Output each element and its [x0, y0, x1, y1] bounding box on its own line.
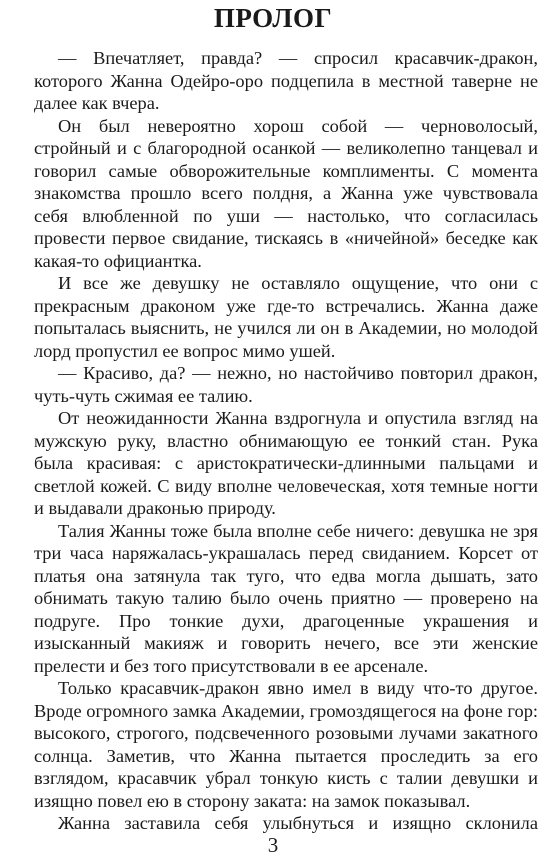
paragraph-last-line: Жанна заставила себя улыбнуться и изящно склонила [58, 813, 538, 833]
paragraph: Он был невероятно хорош собой — черноволосый, стройный и с благородной осанкой — великолепно танцевал и говорил самые обворожительные комплименты. С момента знакомства прошло всего полдня, а Жанна уже чувствовала себя влюбленной по уши — настолько, что согласилась провести первое свидание, тискаясь в «ничейной» беседке как какая-то официантка. [34, 115, 538, 271]
chapter-title: ПРОЛОГ [213, 3, 333, 33]
paragraph: — Впечатляет, правда? — спросил красавчик-дракон, которого Жанна Одейро-оро подцепила в местной таверне не далее как вчера. [34, 48, 538, 113]
chapter-body [34, 47, 538, 835]
paragraph: — Красиво, да? — нежно, но настойчиво повторил дракон, чуть-чуть сжимая ее талию. [34, 363, 538, 406]
paragraph: Только красавчик-дракон явно имел в виду что-то другое. Вроде огромного замка Академии, громоздящегося на фоне гор: высокого, строгого, подсвеченного розовыми лучами закатного солнца. Заметив, что Жанна пытается проследить за его взглядом, красавчик убрал тонкую кисть с талии девушки и изящно повел ею в сторону заката: на замок показывал. [34, 678, 538, 811]
paragraph: Талия Жанны тоже была вполне себе ничего: девушка не зря три часа наряжалась-украшалась перед свиданием. Корсет от платья она затянула так туго, что едва могла дышать, зато обнимать такую талию было очень приятно — проверено на подруге. Про тонкие духи, драгоценные украшения и изысканный макияж и говорить нечего, все эти женские прелести и без того присутствовали в ее арсенале. [34, 520, 538, 676]
page-number: 3 [267, 833, 279, 857]
paragraph: И все же девушку не оставляло ощущение, что они с прекрасным драконом уже где-то встречались. Жанна даже попыталась выяснить, не учился ли он в Академии, но молодой лорд пропустил ее вопрос мимо ушей. [34, 273, 538, 361]
paragraph: От неожиданности Жанна вздрогнула и опустила взгляд на мужскую руку, властно обнимающую ее тонкий стан. Рука была красивая: с аристократически-длинными пальцами и светлой кожей. С виду вполне человеческая, хотя темные ногти и выдавали драконью природу. [34, 408, 538, 518]
